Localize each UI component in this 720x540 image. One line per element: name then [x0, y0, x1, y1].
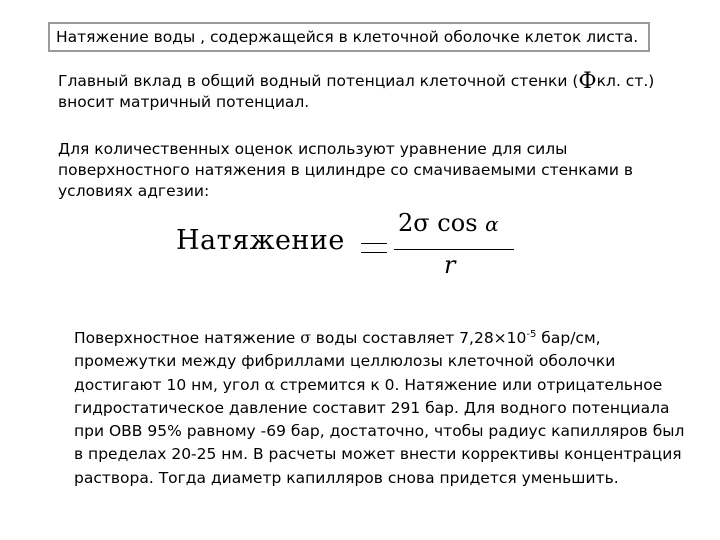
formula-denominator: r — [444, 251, 456, 279]
paragraph-text: бар/см, промежутки между фибриллами целлюлозы клеточной оболочки достигают 10 нм, угол — [74, 329, 616, 394]
paragraph-calculation — [74, 327, 694, 490]
alpha-symbol: α — [264, 375, 275, 394]
formula-numerator — [398, 209, 516, 237]
paragraph-text: Главный вклад в общий водный потенциал клеточной стенки ( — [58, 72, 579, 90]
paragraph-equation-intro: Для количественных оценок используют уравнение для силы поверхностного натяжения в цилиндре со смачиваемыми стенками в условиях адгезии: — [58, 140, 633, 200]
numerator-angle: α — [485, 212, 499, 236]
phi-symbol: Ф — [578, 69, 597, 94]
paragraph-text: стремится к 0. Натяжение или отрицательное гидростатическое давление составит 291 бар. Для водного потенциала при ОВВ 95% равному -69 бар, достаточно, чтобы радиус капилляров был в пределах 20-25 нм. В расчеты может внести коррективы концентрация раствора. Тогда диаметр капилляров снова придется уменьшить. — [74, 375, 685, 487]
numerator-function: cos — [437, 209, 478, 237]
numerator-coefficient: 2σ — [398, 209, 430, 237]
paragraph-text: кл. ст.) вносит матричный потенциал. — [58, 72, 655, 111]
paragraph-text: Поверхностное натяжение — [74, 329, 301, 347]
page-title: Натяжение воды , содержащейся в клеточной оболочке клеток листа. — [48, 22, 650, 52]
sigma-symbol: σ — [300, 329, 311, 347]
formula-lhs: Натяжение — [176, 225, 345, 256]
fraction-bar — [394, 249, 514, 250]
exponent: -5 — [526, 328, 537, 340]
equals-sign — [361, 243, 387, 253]
paragraph-text: воды составляет 7,28×10 — [310, 329, 527, 347]
surface-tension-formula — [176, 205, 516, 280]
paragraph-matrix-potential — [58, 71, 698, 113]
